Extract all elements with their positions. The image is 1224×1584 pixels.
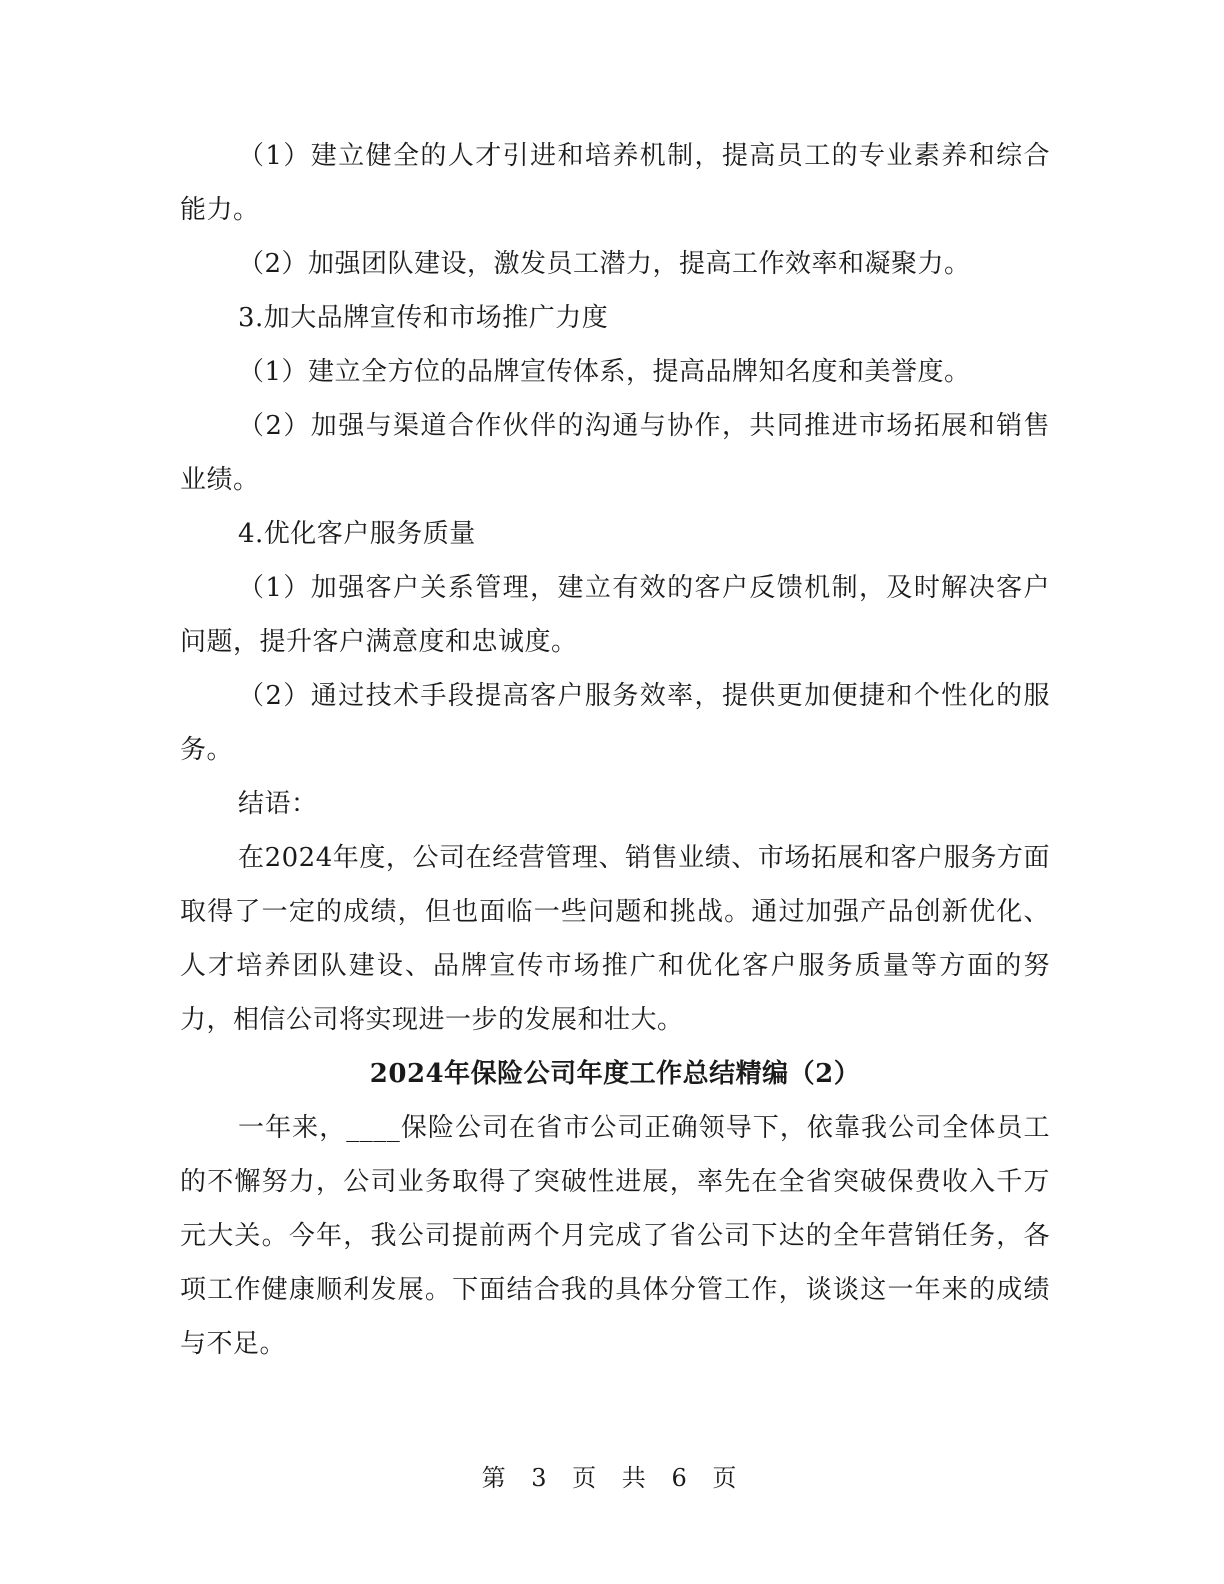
section-title: 2024年保险公司年度工作总结精编（2） <box>369 1059 861 1089</box>
paragraph-channel-partners: （2）加强与渠道合作伙伴的沟通与协作，共同推进市场拓展和销售业绩。 <box>180 411 1050 495</box>
paragraph-brand-system: （1）建立全方位的品牌宣传体系，提高品牌知名度和美誉度。 <box>238 357 971 387</box>
paragraph-team-building: （2）加强团队建设，激发员工潜力，提高工作效率和凝聚力。 <box>238 249 971 279</box>
paragraph-service-efficiency: （2）通过技术手段提高客户服务效率，提供更加便捷和个性化的服务。 <box>180 681 1050 765</box>
heading-brand-promotion: 3.加大品牌宣传和市场推广力度 <box>238 303 609 333</box>
paragraph-talent-mechanism: （1）建立健全的人才引进和培养机制，提高员工的专业素养和综合能力。 <box>180 141 1050 225</box>
paragraph-customer-relations: （1）加强客户关系管理，建立有效的客户反馈机制，及时解决客户问题，提升客户满意度和忠诚度。 <box>180 573 1050 657</box>
page-number: 第 3 页 共 6 页 <box>481 1464 743 1492</box>
document-body <box>180 129 1050 1371</box>
paragraph-intro: 一年来，____保险公司在省市公司正确领导下，依靠我公司全体员工的不懈努力，公司业务取得了突破性进展，率先在全省突破保费收入千万元大关。今年，我公司提前两个月完成了省公司下达的全年营销任务，各项工作健康顺利发展。下面结合我的具体分管工作，谈谈这一年来的成绩与不足。 <box>180 1113 1050 1359</box>
paragraph-conclusion: 在2024年度，公司在经营管理、销售业绩、市场拓展和客户服务方面取得了一定的成绩，但也面临一些问题和挑战。通过加强产品创新优化、人才培养团队建设、品牌宣传市场推广和优化客户服务质量等方面的努力，相信公司将实现进一步的发展和壮大。 <box>180 843 1050 1035</box>
heading-conclusion: 结语： <box>238 789 318 819</box>
heading-customer-service: 4.优化客户服务质量 <box>238 519 476 549</box>
